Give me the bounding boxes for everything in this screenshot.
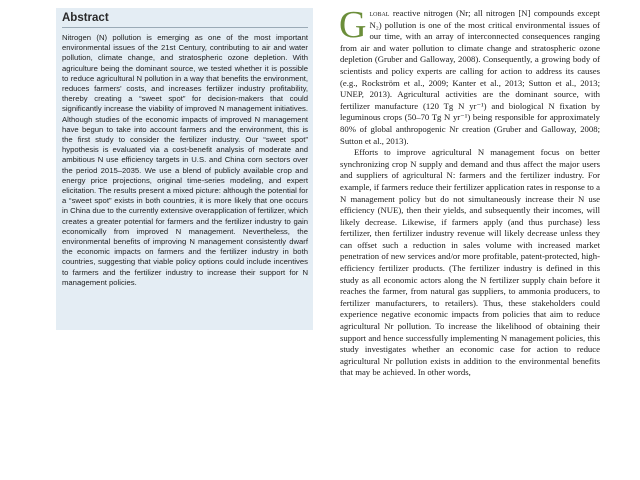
abstract-text: Nitrogen (N) pollution is emerging as one of the most important environmental issues of the 21st Century, contributing to air and water pollution, climate change, and stratospheric ozone depletion. With agriculture being the dominant source, we tested whether it is possible to reduce agricultural N pollution in a way that benefits the environment, reduces farmers' costs, and increases fertilizer industry profitability, thereby creating a “sweet spot” for decision-makers that could significantly increase the viability of improved N management initiatives. Although studies of the economic impacts of improved N management have begun to take into account farmers and the environment, this is the first study to consider the fertilizer industry. Our “sweet spot” hypothesis is evaluated via a cost-benefit analysis of moderate and ambitious N use efficiency targets in U.S. and China corn sectors over the period 2015–2035. We use a blend of publicly available crop and energy price projections, original time-series modeling, and expert elicitation. The results present a mixed picture: although the potential for a “sweet spot” exists in both countries, it is more likely that one occurs in China due to the currently extensive overapplication of fertilizer, which creates a greater potential for farmers and the fertilizer industry to gain economically from improved N management. Nevertheless, the environmental benefits of improving N management consistently dwarf the economic impacts on farmers and the fertilizer industry in both countries, suggesting that viable policy options could include incentives to farmers and the fertilizer industry to increase their support for N management policies. <box>62 33 308 287</box>
abstract-box <box>56 8 313 330</box>
abstract-heading: Abstract <box>62 12 308 28</box>
drop-cap: G <box>339 4 367 46</box>
paragraph-2: Efforts to improve agricultural N management focus on better synchronizing crop N supply and demand and thus affect the major users and suppliers of agricultural N: farmers and the fertilizer industry. For example, if farmers reduce their fertilizer application rates in response to a N management policy but do not simultaneously increase their N use efficiency (NUE), then their yields, and subsequently their incomes, will likely decrease. Likewise, if farmers apply (and thus purchase) less fertilizer, then fertilizer industry revenue will likely decrease unless they can offset such a reduction in sales volume with increased market penetration of new services and/or more profitable, patent-protected, high-efficiency fertilizer products. (The fertilizer industry is defined in this study as all economic actors along the N fertilizer supply chain before it reaches the farmer, from natural gas suppliers, to ammonia producers, to fertilizer manufacturers, to retailers). Thus, these stakeholders could experience negative economic impacts from policies that aim to reduce agricultural Nr pollution. To increase the likelihood of obtaining their support and hence successfully implementing N management policies, this study investigates whether an economic case for action to reduce agricultural Nr pollution exists in addition to the environmental benefits that may be achieved. In other words, <box>340 147 600 378</box>
body-text-column <box>339 4 600 379</box>
paragraph-1-text: reactive nitrogen (Nr; all nitrogen [N] compounds except N₂) pollution is one of the most critical environmental issues of our time, with an array of interconnected consequences ranging from air and water pollution to climate change and stratospheric ozone depletion (Gruber and Galloway, 2008). Consequently, a growing body of scientists and policy experts are calling for action to address its causes (e.g., Rockström et al., 2009; Kanter et al., 2013; Sutton et al., 2013; UNEP, 2013). Agricultural activities are the dominant source, with fertilizer manufacture (120 Tg N yr⁻¹) and biological N fixation by leguminous crops (50–70 Tg N yr⁻¹) being responsible for approximately 80% of global anthropogenic Nr creation (Gruber and Galloway, 2008; Sutton et al., 2013). <box>340 8 600 146</box>
lead-in-text: lobal <box>369 8 390 18</box>
paragraph-1 <box>339 4 600 147</box>
